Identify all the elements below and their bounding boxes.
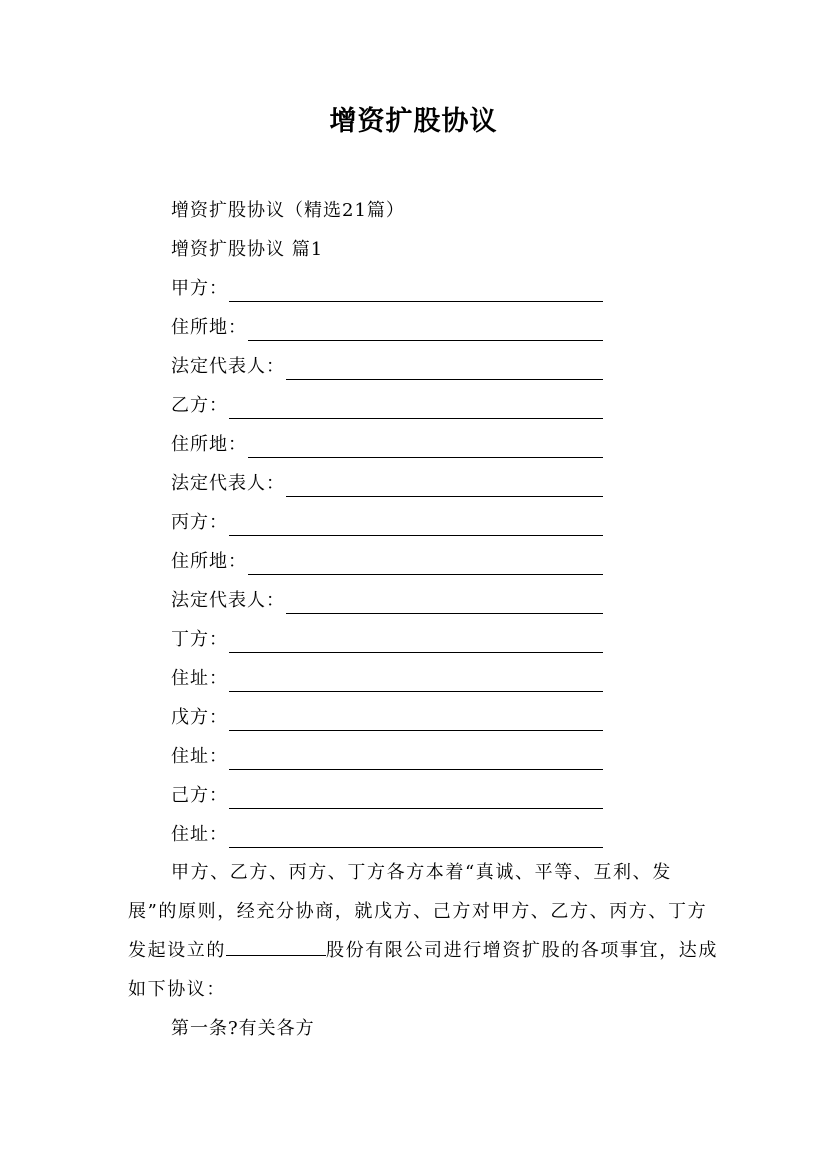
article-heading: 第一条?有关各方 [171,1018,315,1039]
party-c-field [171,510,603,536]
party-b-field [171,393,603,419]
field-label: 丙方： [171,512,228,533]
party-d-address-field [171,666,603,692]
field-label: 住所地： [171,434,247,455]
party-c-address-field [171,549,603,575]
party-a-address-field [171,315,603,341]
field-label: 住所地： [171,317,247,338]
blank-line [229,828,603,848]
party-f-field [171,783,603,809]
party-a-field [171,276,603,302]
party-b-address-field [171,432,603,458]
field-label: 住址： [171,824,228,845]
field-label: 法定代表人： [171,356,285,377]
field-label: 乙方： [171,395,228,416]
paragraph-text-part2: 股份有限公司进行增资扩股的各项事宜，达成如下协议： [128,940,718,1000]
blank-line [229,282,603,302]
party-e-field [171,705,603,731]
blank-line [286,360,603,380]
document-title: 增资扩股协议 [329,106,498,137]
blank-line [286,477,603,497]
paragraph-text-part1: 甲方、乙方、丙方、丁方各方本着“真诚、平等、互利、发展”的原则，经充分协商，就戊方、己方对甲方、乙方、丙方、丁方发起设立的 [128,862,708,961]
agreement-paragraph [128,853,718,1009]
field-label: 法定代表人： [171,473,285,494]
blank-line [248,321,603,341]
field-label: 法定代表人： [171,590,285,611]
blank-line [248,438,603,458]
party-a-representative-field [171,354,603,380]
party-f-address-field [171,822,603,848]
party-e-address-field [171,744,603,770]
blank-line [229,633,603,653]
document-subtitle: 增资扩股协议（精选21篇） [171,200,405,221]
blank-line [229,711,603,731]
section-heading: 增资扩股协议 篇1 [171,239,324,260]
blank-line [229,399,603,419]
field-label: 住址： [171,668,228,689]
blank-line [229,672,603,692]
party-b-representative-field [171,471,603,497]
field-label: 己方： [171,785,228,806]
blank-line [229,516,603,536]
party-d-field [171,627,603,653]
field-label: 戊方： [171,707,228,728]
blank-line [229,789,603,809]
party-c-representative-field [171,588,603,614]
field-label: 丁方： [171,629,228,650]
field-label: 住址： [171,746,228,767]
field-label: 甲方： [171,278,228,299]
company-name-blank [226,939,326,956]
blank-line [286,594,603,614]
field-label: 住所地： [171,551,247,572]
blank-line [248,555,603,575]
blank-line [229,750,603,770]
